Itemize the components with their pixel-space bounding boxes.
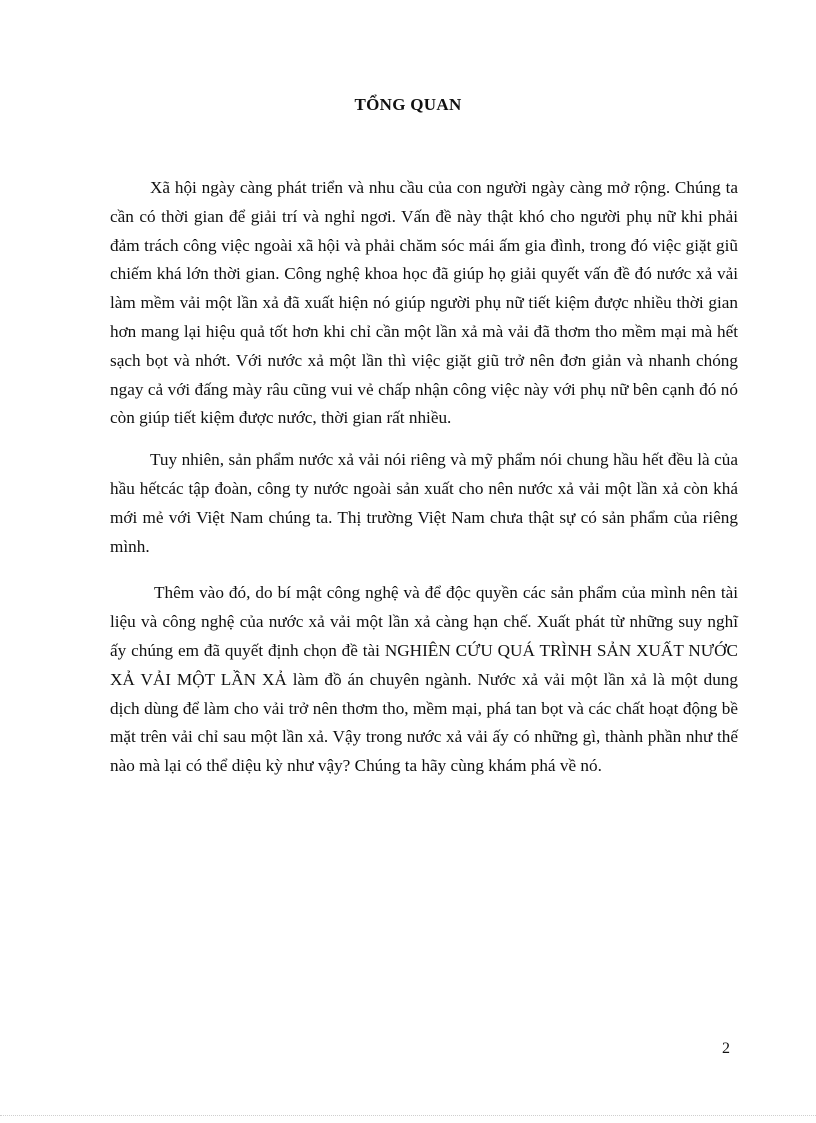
paragraph-1: Xã hội ngày càng phát triển và nhu cầu của con người ngày càng mở rộng. Chúng ta cần có thời gian để giải trí và nghỉ ngơi. Vấn đề này thật khó cho người phụ nữ khi phải đảm trách công việc ngoài xã hội và phải chăm sóc mái ấm gia đình, trong đó việc giặt giũ chiếm khá lớn thời gian. Công nghệ khoa học đã giúp họ giải quyết vấn đề đó nước xả vải làm mềm vải một lần xả đã xuất hiện nó giúp người phụ nữ tiết kiệm được nhiều thời gian hơn mang lại hiệu quả tốt hơn khi chỉ cần một lần xả mà vải đã thơm tho mềm mại mà hết sạch bọt và nhớt. Với nước xả một lần thì việc giặt giũ trở nên đơn giản và nhanh chóng ngay cả với đấng mày râu cũng vui vẻ chấp nhận công việc này với phụ nữ bên cạnh đó nó còn giúp tiết kiệm được nước, thời gian rất nhiều. xyxy=(110,178,738,428)
paragraph-3: Thêm vào đó, do bí mật công nghệ và để độc quyền các sản phẩm của mình nên tài liệu và công nghệ của nước xả vải một lần xả càng hạn chế. Xuất phát từ những suy nghĩ ấy chúng em đã quyết định chọn đề tài NGHIÊN CỨU QUÁ TRÌNH SẢN XUẤT NƯỚC XẢ VẢI MỘT LẦN XẢ làm đồ án chuyên ngành. Nước xả vải một lần xả là một dung dịch dùng để làm cho vải trở nên thơm tho, mềm mại, phá tan bọt và các chất hoạt động bề mặt trên vải chỉ sau một lần xả. Vậy trong nước xả vải ấy có những gì, thành phần như thế nào mà lại có thể diệu kỳ như vậy? Chúng ta hãy cùng khám phá về nó. xyxy=(110,583,738,776)
document-body xyxy=(110,174,738,781)
page-bottom-divider xyxy=(0,1115,816,1116)
paragraph-2: Tuy nhiên, sản phẩm nước xả vải nói riêng và mỹ phẩm nói chung hầu hết đều là của hầu hếtcác tập đoàn, công ty nước ngoài sản xuất cho nên nước xả vải một lần xả còn khá mới mẻ với Việt Nam chúng ta. Thị trường Việt Nam chưa thật sự có sản phẩm của riêng mình. xyxy=(110,450,738,556)
page-number: 2 xyxy=(722,1040,730,1057)
page-title: TỔNG QUAN xyxy=(354,95,462,114)
